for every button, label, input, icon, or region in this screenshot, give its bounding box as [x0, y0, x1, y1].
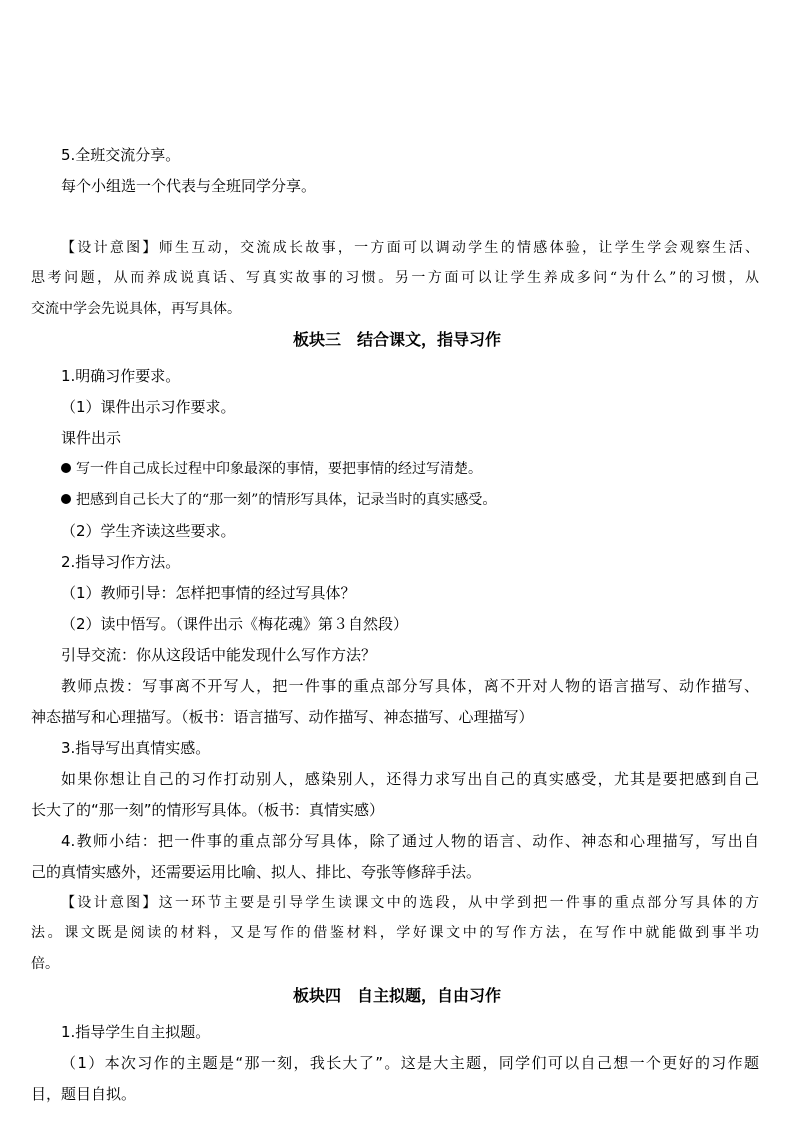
bullet-text: 把感到自己长大了的“那一刻”的情形写具体，记录当时的真实感受。: [76, 492, 497, 508]
teacher-tip-line-2: 神态描写和心理描写。（板书：语言描写、动作描写、神态描写、心理描写）: [31, 708, 534, 726]
teacher-tip-line-1: 教师点拨：写事离不开写人，把一件事的重点部分写具体，离不开对人物的语言描写、动作描写、: [61, 677, 759, 695]
s4-item1-title: 1.指导学生自主拟题。: [61, 1023, 211, 1041]
design-intent-2-line-1: 【设计意图】这一环节主要是引导学生读课文中的选段，从中学到把一件事的重点部分写具体的方: [61, 895, 759, 911]
s3-item1-title: 1.明确习作要求。: [61, 367, 181, 385]
s3-item2-sub1: （1）教师引导：怎样把事情的经过写具体？: [61, 584, 356, 602]
courseware-label: 课件出示: [61, 429, 122, 447]
s3-item3-line-1: 如果你想让自己的习作打动别人，感染别人，还得力求写出自己的真实感受，尤其是要把感到自己: [61, 770, 759, 788]
design-intent-2-line-3: 倍。: [31, 956, 59, 972]
section4-heading: 板块四 自主拟题，自由习作: [292, 986, 501, 1005]
s3-item3-line-2: 长大了的“那一刻”的情形写具体。（板书：真情实感）: [31, 801, 385, 819]
design-intent-1-line-1: 【设计意图】师生互动，交流成长故事，一方面可以调动学生的情感体验，让学生学会观察生活、: [61, 240, 759, 256]
s3-item3-title: 3.指导写出真情实感。: [61, 739, 211, 757]
s4-item1-line-1: （1）本次习作的主题是“那一刻，我长大了”。这是大主题，同学们可以自己想一个更好的习作题: [61, 1054, 759, 1072]
s3-item4-line-1: 4.教师小结：把一件事的重点部分写具体，除了通过人物的语言、动作、神态和心理描写，写出自: [61, 832, 759, 850]
s3-item2-guide: 引导交流：你从这段话中能发现什么写作方法？: [61, 646, 377, 664]
bullet-dot-icon: [61, 463, 71, 473]
bullet-text: 写一件自己成长过程中印象最深的事情，要把事情的经过写清楚。: [76, 461, 482, 477]
requirement-bullet-1: [61, 460, 759, 478]
s3-item2-title: 2.指导习作方法。: [61, 553, 181, 571]
step5-text: 每个小组选一个代表与全班同学分享。: [61, 177, 317, 195]
s4-item1-line-2: 目，题目自拟。: [31, 1085, 137, 1103]
bullet-dot-icon: [61, 494, 71, 504]
design-intent-2-line-2: 法。课文既是阅读的材料，又是写作的借鉴材料，学好课文中的写作方法，在写作中就能做到事半功: [31, 925, 759, 941]
s3-item2-sub2: （2）读中悟写。（课件出示《梅花魂》第３自然段）: [61, 615, 409, 633]
s3-item4-line-2: 己的真情实感外，还需要运用比喻、拟人、排比、夸张等修辞手法。: [31, 863, 482, 881]
requirement-bullet-2: [61, 491, 759, 509]
step5-title: 5.全班交流分享。: [61, 146, 181, 164]
s3-item1-sub1: （1）课件出示习作要求。: [61, 398, 236, 416]
design-intent-1-line-3: 交流中学会先说具体，再写具体。: [31, 301, 241, 317]
section3-heading: 板块三 结合课文，指导习作: [292, 330, 501, 349]
design-intent-1-line-2: 思考问题，从而养成说真话、写真实故事的习惯。另一方面可以让学生养成多问“为什么”的习惯，从: [31, 270, 759, 286]
s3-item1-sub2: （2）学生齐读这些要求。: [61, 522, 236, 540]
